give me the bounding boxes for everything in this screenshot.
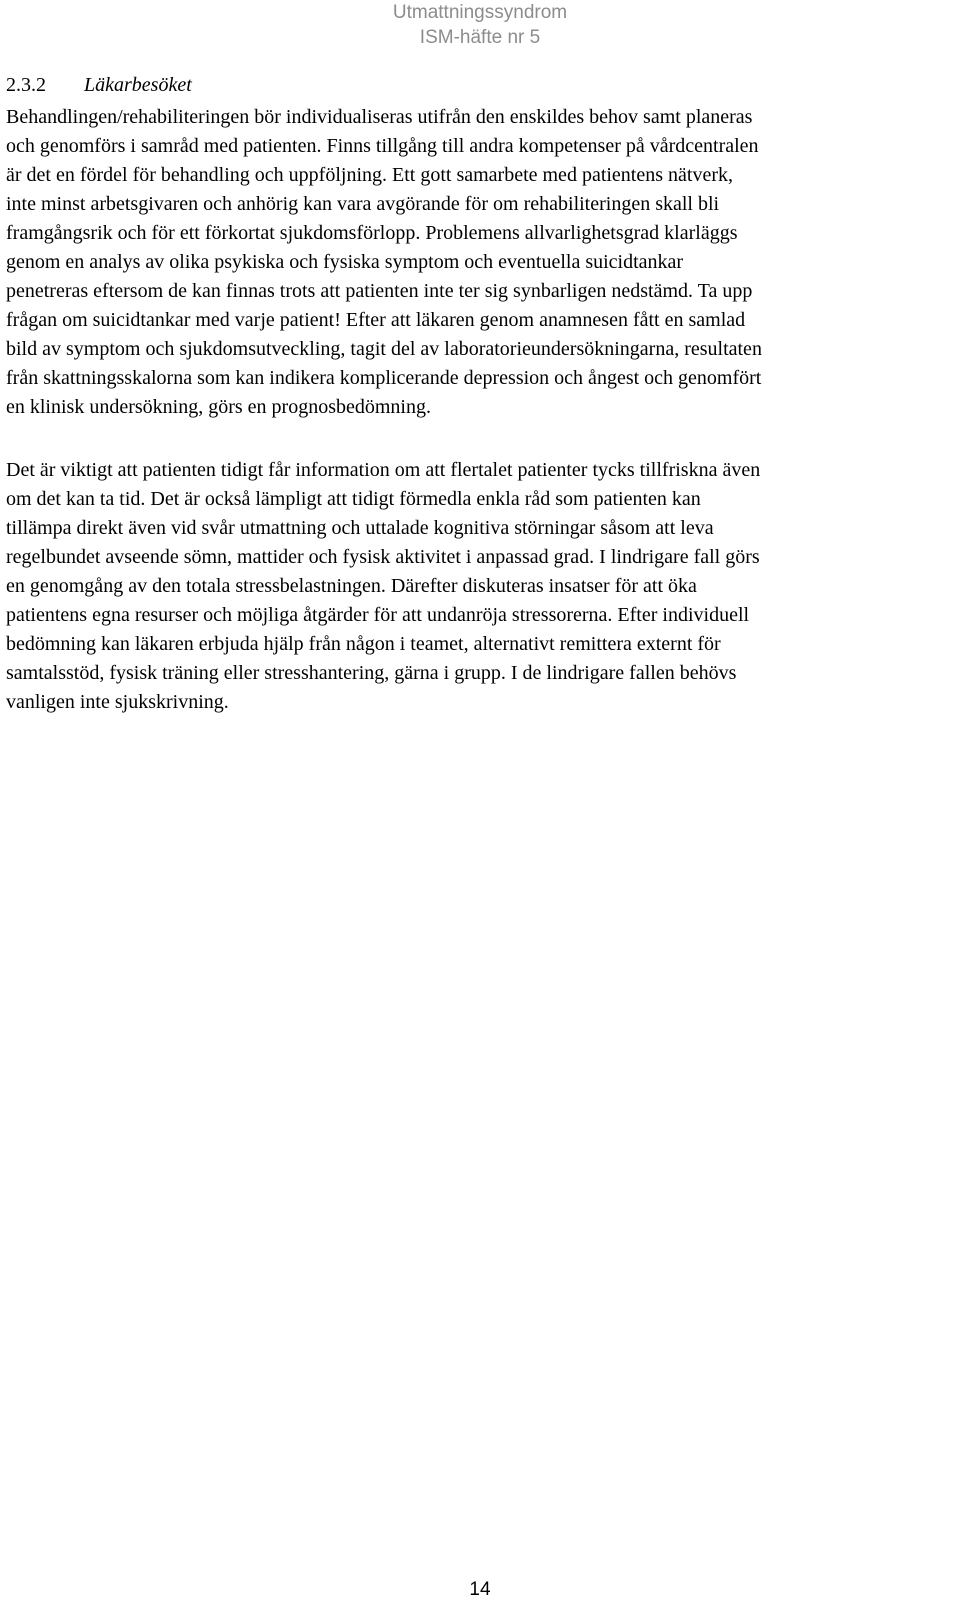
text-line: är det en fördel för behandling och uppföljning. Ett gott samarbete med patientens nätverk, — [6, 164, 733, 186]
text-line: och genomförs i samråd med patienten. Finns tillgång till andra kompetenser på vårdcentralen — [6, 135, 759, 157]
text-line: regelbundet avseende sömn, mattider och fysisk aktivitet i anpassad grad. I lindrigare fall görs — [6, 546, 760, 568]
header-series-label: ISM-häfte nr 5 — [419, 27, 541, 48]
text-line: en genomgång av den totala stressbelastningen. Därefter diskuteras insatser för att öka — [6, 575, 697, 597]
text-line: penetreras eftersom de kan finnas trots att patienten inte ter sig synbarligen nedstämd. Ta upp — [6, 280, 753, 302]
text-line: från skattningsskalorna som kan indikera komplicerande depression och ångest och genomfört — [6, 367, 762, 389]
text-line: samtalsstöd, fysisk träning eller stresshantering, gärna i grupp. I de lindrigare fallen behövs — [6, 662, 737, 684]
text-line: patientens egna resurser och möjliga åtgärder för att undanröja stressorerna. Efter individuell — [6, 604, 750, 626]
text-line: framgångsrik och för ett förkortat sjukdomsförlopp. Problemens allvarlighetsgrad klarläggs — [6, 222, 738, 244]
text-line: inte minst arbetsgivaren och anhörig kan vara avgörande för om rehabiliteringen skall bli — [6, 193, 720, 215]
text-line: en klinisk undersökning, görs en prognosbedömning. — [6, 396, 431, 418]
text-line: bedömning kan läkaren erbjuda hjälp från någon i teamet, alternativt remittera externt för — [6, 633, 721, 655]
section-number: 2.3.2 — [6, 74, 46, 96]
text-line: genom en analys av olika psykiska och fysiska symptom och eventuella suicidtankar — [6, 251, 684, 273]
header-document-title: Utmattningssyndrom — [392, 2, 568, 23]
text-line: Det är viktigt att patienten tidigt får information om att flertalet patienter tycks tillfriskna även — [6, 459, 761, 481]
section-title: Läkarbesöket — [84, 74, 192, 96]
text-line: frågan om suicidtankar med varje patient! Efter att läkaren genom anamnesen fått en samlad — [6, 309, 746, 331]
text-line: om det kan ta tid. Det är också lämpligt att tidigt förmedla enkla råd som patienten kan — [6, 488, 701, 510]
paragraph-1 — [6, 103, 956, 422]
running-header — [360, 0, 600, 50]
section-heading — [6, 72, 192, 98]
text-line: bild av symptom och sjukdomsutveckling, tagit del av laboratorieundersökningarna, resultaten — [6, 338, 762, 360]
paragraph-2 — [6, 456, 956, 717]
text-line: Behandlingen/rehabiliteringen bör individualiseras utifrån den enskildes behov samt planeras — [6, 106, 753, 128]
text-line: vanligen inte sjukskrivning. — [6, 691, 229, 713]
page-number: 14 — [469, 1579, 491, 1600]
text-line: tillämpa direkt även vid svår utmattning och uttalade kognitiva störningar såsom att leva — [6, 517, 714, 539]
